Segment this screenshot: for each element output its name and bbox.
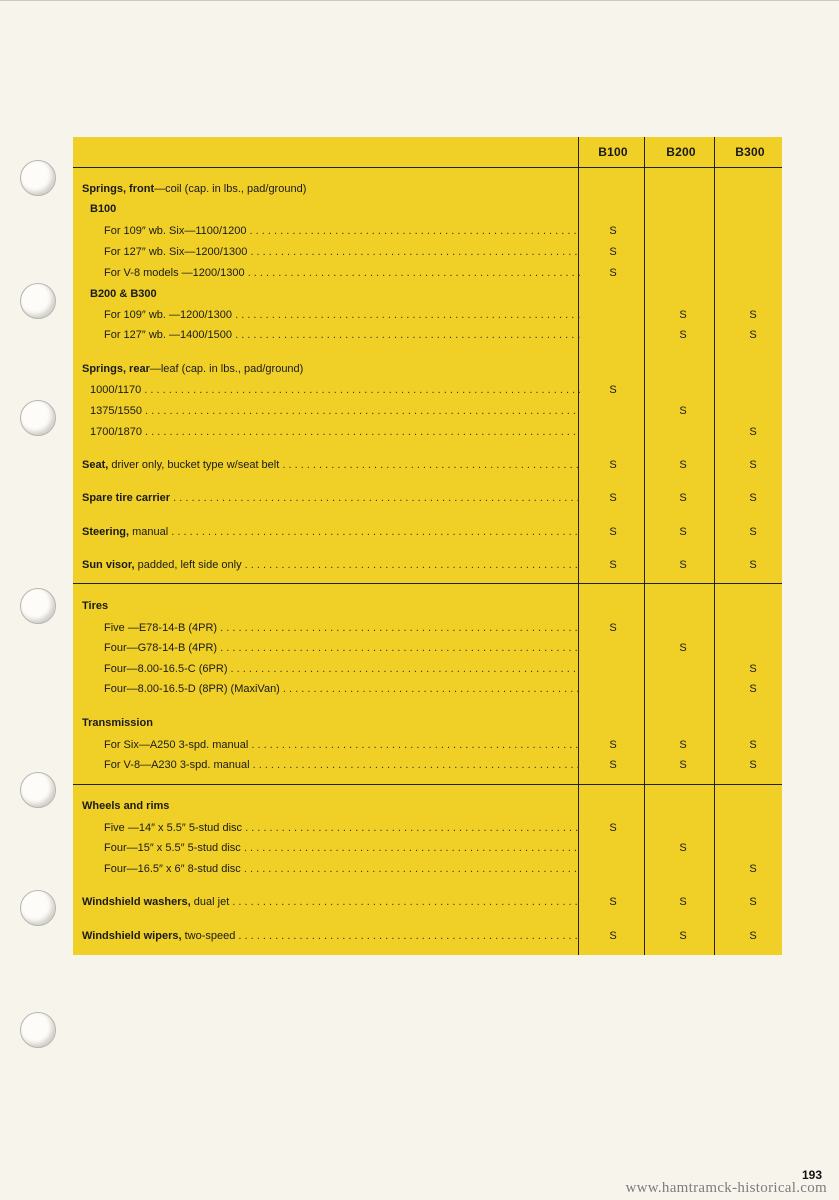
row-label <box>82 491 580 505</box>
standard-mark: S <box>679 559 687 571</box>
table-row <box>73 797 782 817</box>
table-row <box>73 893 782 913</box>
row-label-text: For 127″ wb. Six—1200/1300 <box>104 246 248 258</box>
row-label <box>82 599 580 613</box>
specification-table <box>73 137 782 955</box>
row-label-bold: Transmission <box>82 717 153 729</box>
row-label <box>104 621 580 635</box>
table-row <box>73 402 782 422</box>
binder-hole <box>20 400 56 436</box>
table-row <box>73 423 782 443</box>
standard-mark: S <box>679 329 687 341</box>
binder-hole <box>20 1012 56 1048</box>
table-row <box>73 660 782 680</box>
row-label-text: padded, left side only <box>134 559 242 571</box>
standard-mark: S <box>609 622 617 634</box>
row-label <box>90 404 580 418</box>
row-label <box>90 383 580 397</box>
row-label-text: For V-8—A230 3-spd. manual <box>104 759 250 771</box>
row-label-bold: Spare tire carrier <box>82 492 171 504</box>
row-label <box>104 738 580 752</box>
row-label-bold: Seat, <box>82 459 109 471</box>
standard-mark: S <box>609 526 617 538</box>
watermark-url: www.hamtramck-historical.com <box>625 1180 827 1196</box>
table-row <box>73 860 782 880</box>
standard-mark: S <box>679 739 687 751</box>
standard-mark: S <box>749 559 757 571</box>
row-label <box>82 716 580 730</box>
table-row <box>73 180 782 200</box>
row-label-text: For V-8 models —1200/1300 <box>104 267 245 279</box>
table-row <box>73 639 782 659</box>
column-header-b100: B100 <box>598 145 628 159</box>
table-row <box>73 489 782 509</box>
row-label-text: For 109″ wb. —1200/1300 <box>104 309 233 321</box>
standard-mark: S <box>679 759 687 771</box>
row-label <box>104 641 580 655</box>
table-row <box>73 360 782 380</box>
standard-mark: S <box>609 759 617 771</box>
table-row <box>73 839 782 859</box>
standard-mark: S <box>679 492 687 504</box>
standard-mark: S <box>679 309 687 321</box>
standard-mark: S <box>609 492 617 504</box>
row-label-text: For Six—A250 3-spd. manual <box>104 739 249 751</box>
standard-mark: S <box>679 642 687 654</box>
row-label-text: Four—16.5″ x 6″ 8-stud disc <box>104 863 241 875</box>
page-top-edge <box>0 0 839 1</box>
standard-mark: S <box>609 384 617 396</box>
standard-mark: S <box>749 329 757 341</box>
standard-mark: S <box>609 930 617 942</box>
standard-mark: S <box>609 459 617 471</box>
standard-mark: S <box>679 842 687 854</box>
row-label-bold: Tires <box>82 600 109 612</box>
table-row <box>73 556 782 576</box>
row-label-text: two-speed <box>181 930 236 942</box>
row-label <box>104 266 580 280</box>
row-label-bold: Springs, front <box>82 183 155 195</box>
row-label-text: Five —E78-14-B (4PR) <box>104 622 218 634</box>
row-label <box>82 362 580 376</box>
row-label-text: 1700/1870 <box>90 426 142 438</box>
row-label-text: 1000/1170 <box>90 384 142 396</box>
standard-mark: S <box>609 225 617 237</box>
standard-mark: S <box>749 683 757 695</box>
column-header-b200: B200 <box>666 145 696 159</box>
standard-mark: S <box>679 405 687 417</box>
section-rule <box>73 583 782 584</box>
standard-mark: S <box>749 492 757 504</box>
table-row <box>73 523 782 543</box>
row-label <box>104 821 580 835</box>
row-label-text: 1375/1550 <box>90 405 142 417</box>
table-row <box>73 243 782 263</box>
row-label <box>104 328 580 342</box>
standard-mark: S <box>609 246 617 258</box>
standard-mark: S <box>749 526 757 538</box>
row-label-text: driver only, bucket type w/seat belt <box>108 459 280 471</box>
standard-mark: S <box>749 863 757 875</box>
standard-mark: S <box>749 759 757 771</box>
row-label-text: dual jet <box>190 896 230 908</box>
row-label <box>90 202 580 216</box>
standard-mark: S <box>749 459 757 471</box>
row-label <box>104 662 580 676</box>
row-label-bold: B100 <box>90 203 117 215</box>
row-label <box>90 425 580 439</box>
row-label-text: Four—8.00-16.5-D (8PR) (MaxiVan) <box>104 683 280 695</box>
table-row <box>73 200 782 220</box>
standard-mark: S <box>749 663 757 675</box>
row-label <box>82 929 580 943</box>
row-label <box>82 895 580 909</box>
row-label <box>82 458 580 472</box>
table-row <box>73 326 782 346</box>
row-label-bold: Sun visor, <box>82 559 135 571</box>
row-label-bold: Windshield washers, <box>82 896 191 908</box>
binder-hole <box>20 890 56 926</box>
row-label <box>82 799 580 813</box>
table-row <box>73 381 782 401</box>
row-label-text: manual <box>129 526 169 538</box>
table-row <box>73 619 782 639</box>
binder-hole <box>20 283 56 319</box>
row-label <box>104 758 580 772</box>
row-label-bold: Windshield wipers, <box>82 930 182 942</box>
row-label-text: Four—8.00-16.5-C (6PR) <box>104 663 228 675</box>
header-rule <box>73 167 782 168</box>
table-row <box>73 714 782 734</box>
row-label <box>104 841 580 855</box>
standard-mark: S <box>609 739 617 751</box>
row-label-text: For 109″ wb. Six—1100/1200 <box>104 225 247 237</box>
section-rule <box>73 784 782 785</box>
standard-mark: S <box>749 426 757 438</box>
page-number: 193 <box>801 1168 822 1182</box>
row-label-text: For 127″ wb. —1400/1500 <box>104 329 233 341</box>
table-row <box>73 456 782 476</box>
row-label <box>104 224 580 238</box>
row-label <box>82 558 580 572</box>
row-label <box>104 682 580 696</box>
row-label-bold: Wheels and rims <box>82 800 170 812</box>
binder-hole <box>20 588 56 624</box>
standard-mark: S <box>749 739 757 751</box>
standard-mark: S <box>679 930 687 942</box>
table-row <box>73 597 782 617</box>
standard-mark: S <box>609 267 617 279</box>
row-label-text: —leaf (cap. in lbs., pad/ground) <box>149 363 304 375</box>
standard-mark: S <box>749 896 757 908</box>
table-row <box>73 756 782 776</box>
standard-mark: S <box>609 559 617 571</box>
standard-mark: S <box>679 459 687 471</box>
standard-mark: S <box>679 896 687 908</box>
table-row <box>73 819 782 839</box>
row-label <box>104 308 580 322</box>
row-label <box>82 182 580 196</box>
table-row <box>73 222 782 242</box>
row-label-text: Four—15″ x 5.5″ 5-stud disc <box>104 842 241 854</box>
table-row <box>73 736 782 756</box>
row-label-text: Five —14″ x 5.5″ 5-stud disc <box>104 822 243 834</box>
table-row <box>73 927 782 947</box>
standard-mark: S <box>749 930 757 942</box>
table-row <box>73 264 782 284</box>
binder-hole <box>20 772 56 808</box>
standard-mark: S <box>749 309 757 321</box>
row-label <box>82 525 580 539</box>
row-label-bold: Springs, rear <box>82 363 150 375</box>
standard-mark: S <box>679 526 687 538</box>
row-label <box>104 245 580 259</box>
standard-mark: S <box>609 822 617 834</box>
table-row <box>73 680 782 700</box>
row-label-text: —coil (cap. in lbs., pad/ground) <box>154 183 307 195</box>
binder-hole <box>20 160 56 196</box>
column-header-b300: B300 <box>735 145 765 159</box>
row-label-bold: Steering, <box>82 526 130 538</box>
standard-mark: S <box>609 896 617 908</box>
row-label <box>104 862 580 876</box>
row-label-text: Four—G78-14-B (4PR) <box>104 642 218 654</box>
table-row <box>73 285 782 305</box>
table-row <box>73 306 782 326</box>
row-label <box>90 287 580 301</box>
row-label-bold: B200 & B300 <box>90 288 157 300</box>
